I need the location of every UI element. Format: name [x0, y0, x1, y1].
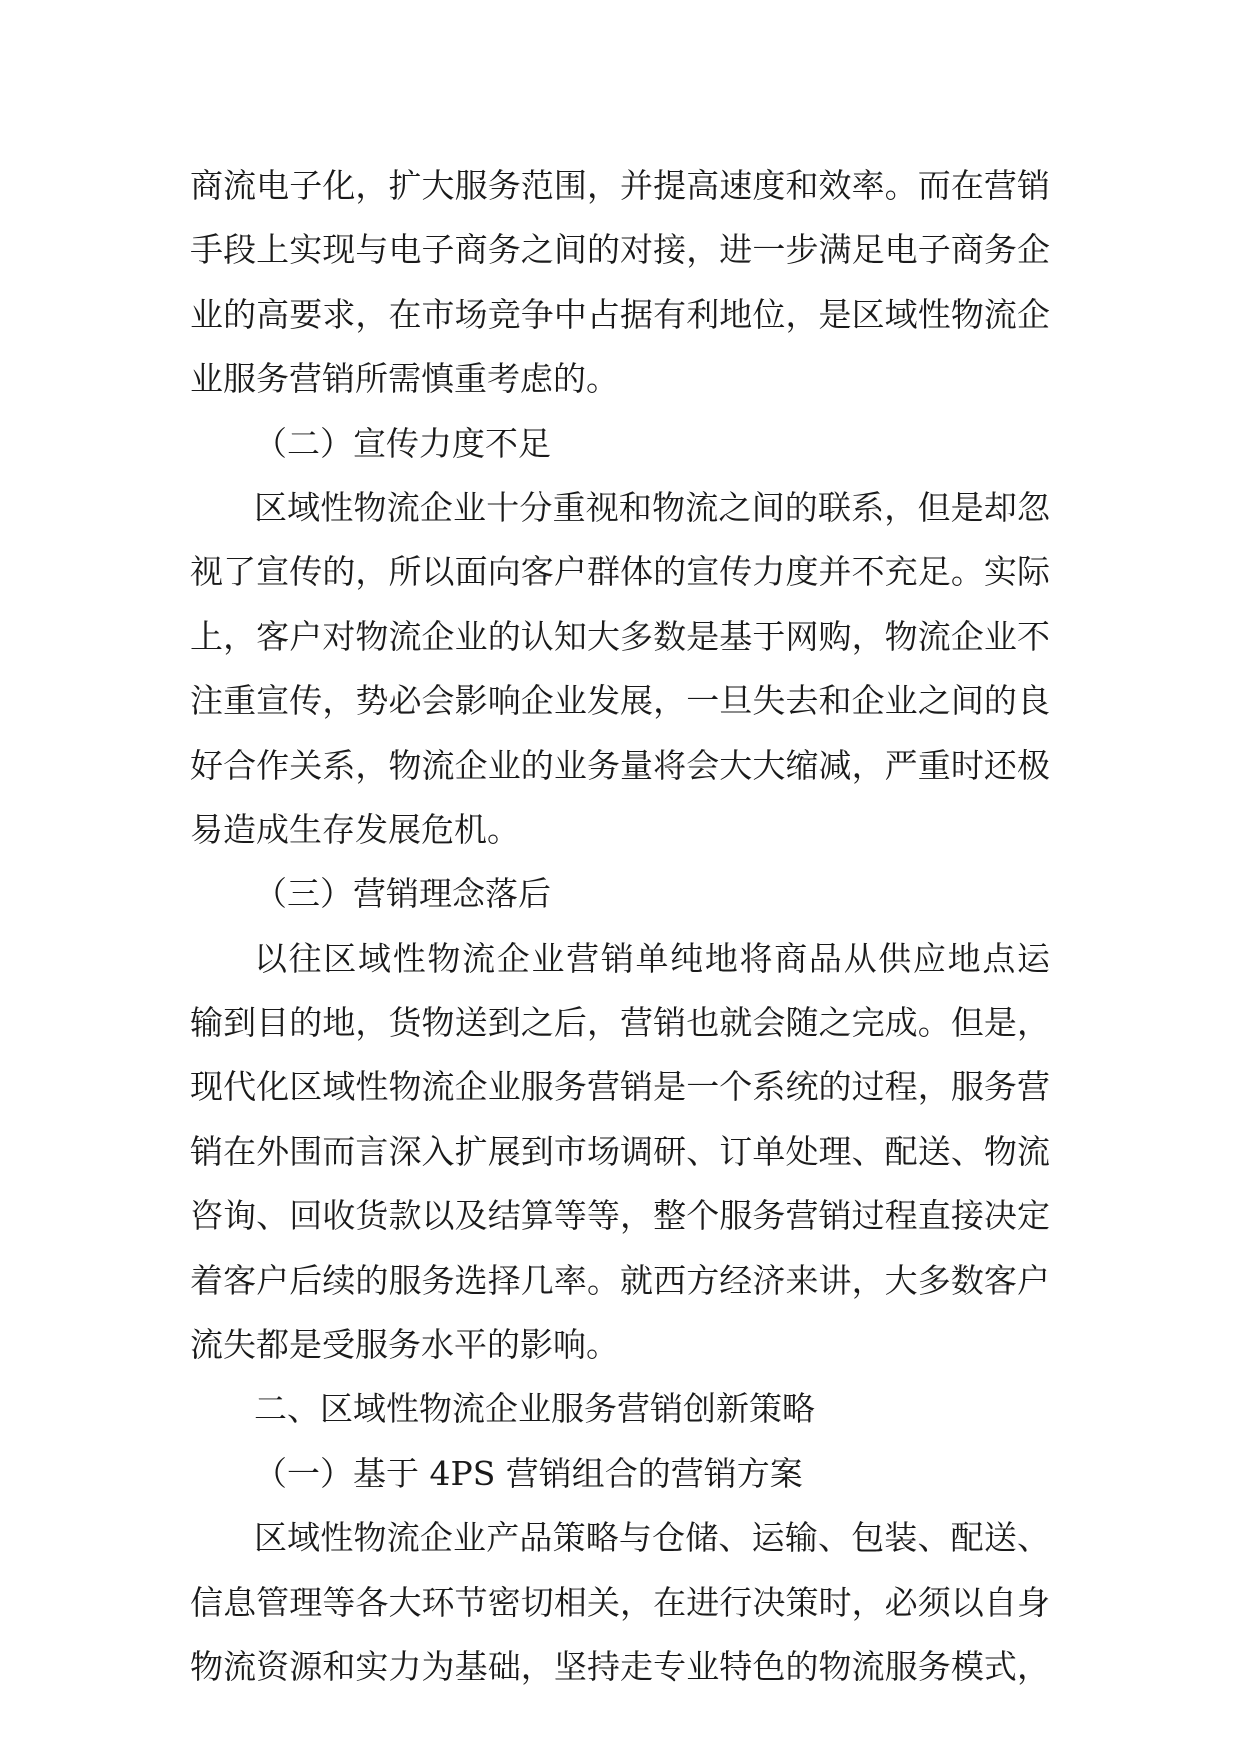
text-line: 流失都是受服务水平的影响。 — [190, 1325, 619, 1365]
chapter-heading: 二、区域性物流企业服务营销创新策略 — [254, 1389, 815, 1429]
text-line: 信息管理等各大环节密切相关，在进行决策时，必须以自身 — [190, 1582, 1050, 1622]
text-line: 易造成生存发展危机。 — [190, 809, 520, 849]
text-line: 视了宣传的，所以面向客户群体的宣传力度并不充足。实际 — [190, 552, 1050, 592]
text-line: 好合作关系，物流企业的业务量将会大大缩减，严重时还极 — [190, 745, 1050, 785]
text-line: 商流电子化，扩大服务范围，并提高速度和效率。而在营销 — [190, 166, 1050, 205]
text-line: 业的高要求，在市场竞争中占据有利地位，是区域性物流企 — [190, 294, 1050, 334]
section-heading: （一）基于 4PS 营销组合的营销方案 — [254, 1453, 803, 1493]
text-line: 咨询、回收货款以及结算等等，整个服务营销过程直接决定 — [190, 1196, 1050, 1236]
text-line: 业服务营销所需慎重考虑的。 — [190, 359, 619, 399]
section-heading: （二）宣传力度不足 — [254, 423, 551, 463]
section-heading: （三）营销理念落后 — [254, 874, 551, 914]
text-line: 注重宣传，势必会影响企业发展，一旦失去和企业之间的良 — [190, 681, 1050, 721]
text-line: 区域性物流企业产品策略与仓储、运输、包装、配送、 — [254, 1518, 1050, 1558]
text-line: 上，客户对物流企业的认知大多数是基于网购，物流企业不 — [190, 616, 1050, 656]
text-line: 输到目的地，货物送到之后，营销也就会随之完成。但是， — [190, 1003, 1050, 1043]
text-line: 销在外围而言深入扩展到市场调研、订单处理、配送、物流 — [190, 1131, 1050, 1171]
text-line: 手段上实现与电子商务之间的对接，进一步满足电子商务企 — [190, 230, 1050, 270]
text-line: 现代化区域性物流企业服务营销是一个系统的过程，服务营 — [190, 1067, 1050, 1107]
text-line: 物流资源和实力为基础，坚持走专业特色的物流服务模式， — [190, 1646, 1050, 1686]
body-text — [190, 154, 1050, 1699]
text-line: 着客户后续的服务选择几率。就西方经济来讲，大多数客户 — [190, 1260, 1050, 1300]
text-line: 以往区域性物流企业营销单纯地将商品从供应地点运 — [254, 938, 1050, 978]
text-line: 区域性物流企业十分重视和物流之间的联系，但是却忽 — [254, 487, 1050, 527]
